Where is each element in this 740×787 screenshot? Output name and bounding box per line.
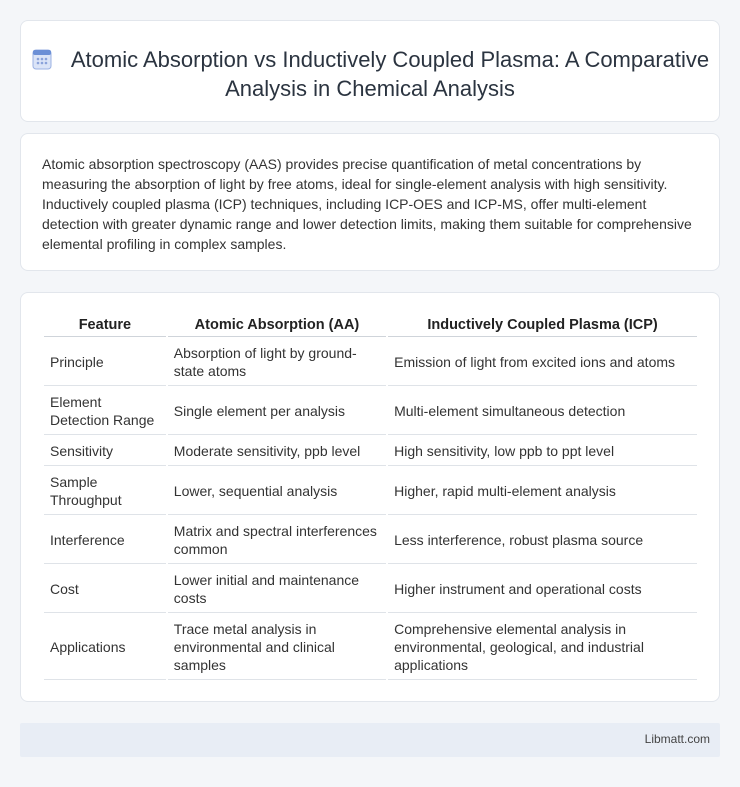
row-feature: Cost (44, 564, 166, 613)
row-aa: Lower, sequential analysis (168, 466, 386, 515)
row-feature: Sensitivity (44, 435, 166, 466)
row-icp: Comprehensive elemental analysis in environmental, geological, and industrial applications (388, 613, 697, 680)
row-icp: High sensitivity, low ppb to ppt level (388, 435, 697, 466)
table-header-row (44, 317, 697, 337)
table-row (44, 515, 697, 564)
table-row (44, 613, 697, 680)
footer (20, 723, 720, 757)
title-wrap (21, 45, 719, 103)
header-aa: Atomic Absorption (AA) (168, 317, 386, 337)
comparison-table (42, 317, 699, 680)
table-row (44, 337, 697, 386)
table-row (44, 386, 697, 435)
page-title-text: Atomic Absorption vs Inductively Coupled Plasma: A Comparative Analysis in Chemical Analysis (70, 47, 710, 101)
footer-brand[interactable]: Libmatt.com (644, 732, 710, 746)
row-aa: Absorption of light by ground-state atoms (168, 337, 386, 386)
row-aa: Moderate sensitivity, ppb level (168, 435, 386, 466)
row-icp: Less interference, robust plasma source (388, 515, 697, 564)
row-icp: Higher instrument and operational costs (388, 564, 697, 613)
table-card (20, 292, 720, 702)
row-aa: Matrix and spectral interferences common (168, 515, 386, 564)
row-aa: Lower initial and maintenance costs (168, 564, 386, 613)
summary-card (20, 133, 720, 271)
row-feature: Element Detection Range (44, 386, 166, 435)
summary-text: Atomic absorption spectroscopy (AAS) provides precise quantification of metal concentrations by measuring the absorption of light by free atoms, ideal for single-element analysis with high sensitivity. Inductively coupled plasma (ICP) techniques, including ICP-OES and ICP-MS, offer multi-element detection with greater dynamic range and lower detection limits, making them suitable for comprehensive elemental profiling in complex samples. (42, 156, 692, 252)
header-icp: Inductively Coupled Plasma (ICP) (388, 317, 697, 337)
row-feature: Interference (44, 515, 166, 564)
row-icp: Multi-element simultaneous detection (388, 386, 697, 435)
document-icon (31, 48, 53, 70)
row-icp: Emission of light from excited ions and atoms (388, 337, 697, 386)
table-row (44, 466, 697, 515)
page-title (21, 45, 719, 103)
row-feature: Applications (44, 613, 166, 680)
row-aa: Single element per analysis (168, 386, 386, 435)
row-feature: Sample Throughput (44, 466, 166, 515)
row-aa: Trace metal analysis in environmental and clinical samples (168, 613, 386, 680)
table-row (44, 435, 697, 466)
table-row (44, 564, 697, 613)
row-icp: Higher, rapid multi-element analysis (388, 466, 697, 515)
title-card (20, 20, 720, 122)
header-feature: Feature (44, 317, 166, 337)
row-feature: Principle (44, 337, 166, 386)
